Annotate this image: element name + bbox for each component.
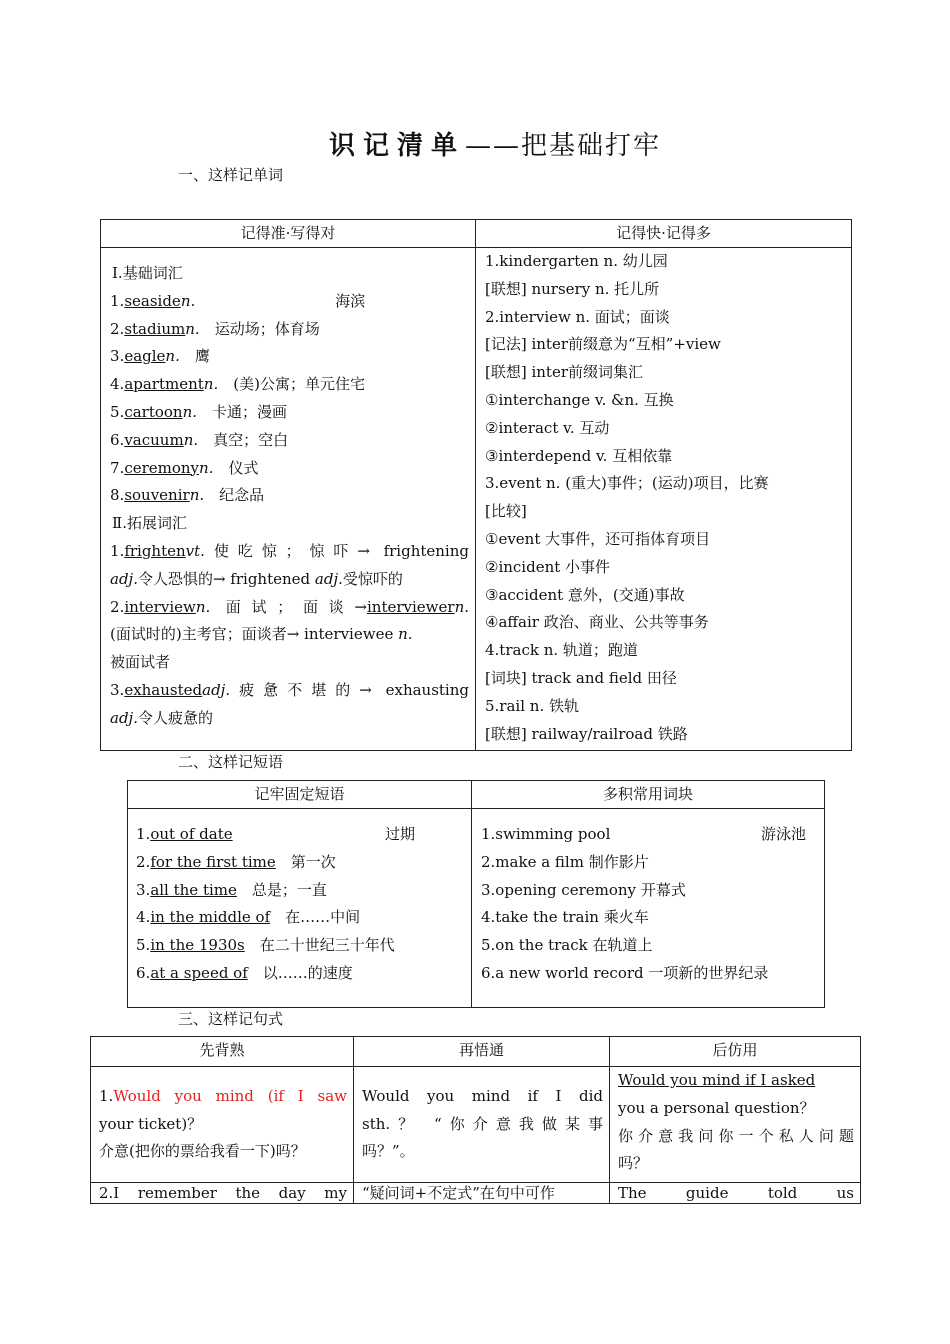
list-item: 5.in the 1930s 在二十世纪三十年代 <box>136 936 395 955</box>
page-title: 识记清单——把基础打牢 <box>328 131 662 161</box>
list-item: 7.ceremonyn. 仪式 <box>110 458 259 477</box>
memory-line: 2.interview n. 面试；面谈 <box>485 307 670 326</box>
memory-line: ④affair 政治、商业、公共等事务 <box>485 613 709 632</box>
list-item: 6.vacuumn. 真空；空白 <box>110 430 289 449</box>
list-item: 3.exhaustedadj.疲惫不堪的→ exhausting <box>110 680 469 699</box>
memory-line: 3.event n. (重大)事件；(运动)项目，比赛 <box>485 474 769 493</box>
memory-line: ③accident 意外，(交通)事故 <box>485 585 685 604</box>
extended-vocab-list <box>110 538 469 733</box>
phrase-table <box>127 780 825 1008</box>
section-heading-words: 一、这样记单词 <box>178 166 284 184</box>
memory-line: ①event 大事件，还可指体育项目 <box>485 529 711 548</box>
memory-line: ②incident 小事件 <box>485 557 611 576</box>
vocab-left-cell <box>101 248 476 751</box>
list-item-cont: (面试时的)主考官；面谈者→ interviewee n. <box>110 625 413 644</box>
phrase-header-right: 多积常用词块 <box>472 781 825 809</box>
memory-line: [比较] <box>485 502 527 521</box>
memory-line: [联想] nursery n. 托儿所 <box>485 279 660 298</box>
section-heading-phrases: 二、这样记短语 <box>178 753 284 771</box>
vocab-header-right: 记得快·记得多 <box>476 220 852 248</box>
list-item: 3.opening ceremony 开幕式 <box>481 880 686 899</box>
memory-line: 5.rail n. 铁轨 <box>485 696 579 715</box>
memory-line: [记法] inter前缀意为“互相”+view <box>485 335 721 354</box>
list-item: 6.a new world record 一项新的世界纪录 <box>481 963 769 982</box>
list-item-cont: 被面试者 <box>110 653 171 672</box>
sentence-header-memorize: 先背熟 <box>91 1037 354 1067</box>
list-item: 1.out of date 过期 <box>136 825 415 843</box>
memory-line: ①interchange v. &n. 互换 <box>485 390 674 409</box>
sentence-header-understand: 再悟通 <box>354 1037 610 1067</box>
list-item: 5.cartoonn. 卡通；漫画 <box>110 402 288 421</box>
extended-vocab-title: Ⅱ.拓展词汇 <box>112 514 187 533</box>
chunks-cell <box>472 809 825 1008</box>
section-heading-sentences: 三、这样记句式 <box>178 1010 284 1028</box>
list-item: 3.all the time 总是；一直 <box>136 880 327 899</box>
sentence-table <box>90 1036 861 1204</box>
basic-vocab-list <box>110 288 469 510</box>
list-item: 4.in the middle of 在……中间 <box>136 908 361 927</box>
list-item: 2.stadiumn. 运动场；体育场 <box>110 319 320 338</box>
basic-vocab-title: Ⅰ.基础词汇 <box>112 264 183 282</box>
fixed-phrases-cell <box>128 809 472 1008</box>
list-item: 5.on the track 在轨道上 <box>481 936 653 955</box>
memory-line: [联想] railway/railroad 铁路 <box>485 724 688 743</box>
memory-line: [联想] inter前缀词集汇 <box>485 363 644 382</box>
list-item-cont: adj.令人疲惫的 <box>110 708 213 727</box>
sentence-1-original: 1.Would you mind (if I saw your ticket)？ 介意(把你的票给我看一下)吗？ <box>91 1067 354 1183</box>
sentence-2-imitation: The guide told us <box>610 1183 861 1204</box>
list-item: 2.make a film 制作影片 <box>481 852 649 871</box>
phrase-header-left: 记牢固定短语 <box>128 781 472 809</box>
list-item: 2.for the first time 第一次 <box>136 852 336 871</box>
memory-line: 1.kindergarten n. 幼儿园 <box>485 252 668 270</box>
list-item: 4.take the train 乘火车 <box>481 908 649 927</box>
list-item: 1.frightenvt.使吃惊；惊吓→ frightening <box>110 541 469 560</box>
list-item: 2.interviewn. 面试；面谈→interviewern. <box>110 597 469 616</box>
list-item: 1.swimming pool 游泳池 <box>481 825 806 843</box>
sentence-1-imitation: Would you mind if I asked you a personal question？ 你介意我问你一个私人问题 吗？ <box>610 1067 861 1183</box>
vocab-table <box>100 219 852 751</box>
list-item: 1.seasiden. 海滨 <box>110 291 366 310</box>
list-item-cont: adj.令人恐惧的→ frightened adj.受惊吓的 <box>110 569 403 588</box>
sentence-2-explanation: “疑问词+不定式”在句中可作 <box>354 1183 610 1204</box>
list-item: 6.at a speed of 以……的速度 <box>136 963 353 982</box>
vocab-right-cell <box>476 248 852 751</box>
memory-line: ②interact v. 互动 <box>485 418 610 437</box>
sentence-2-original: 2.I remember the day my <box>91 1183 354 1204</box>
sentence-1-explanation: Would you mind if I did sth.？ “你介意我做某事 吗？”。 <box>354 1067 610 1183</box>
memory-line: 4.track n. 轨道；跑道 <box>485 641 638 660</box>
list-item: 3.eaglen. 鹰 <box>110 347 210 366</box>
sentence-header-imitate: 后仿用 <box>610 1037 861 1067</box>
list-item: 4.apartmentn. (美)公寓；单元住宅 <box>110 375 365 394</box>
memory-line: ③interdepend v. 互相依靠 <box>485 446 673 465</box>
list-item: 8.souvenirn. 纪念品 <box>110 486 265 505</box>
memory-line: [词块] track and field 田径 <box>485 668 677 687</box>
vocab-header-left: 记得准·写得对 <box>101 220 476 248</box>
